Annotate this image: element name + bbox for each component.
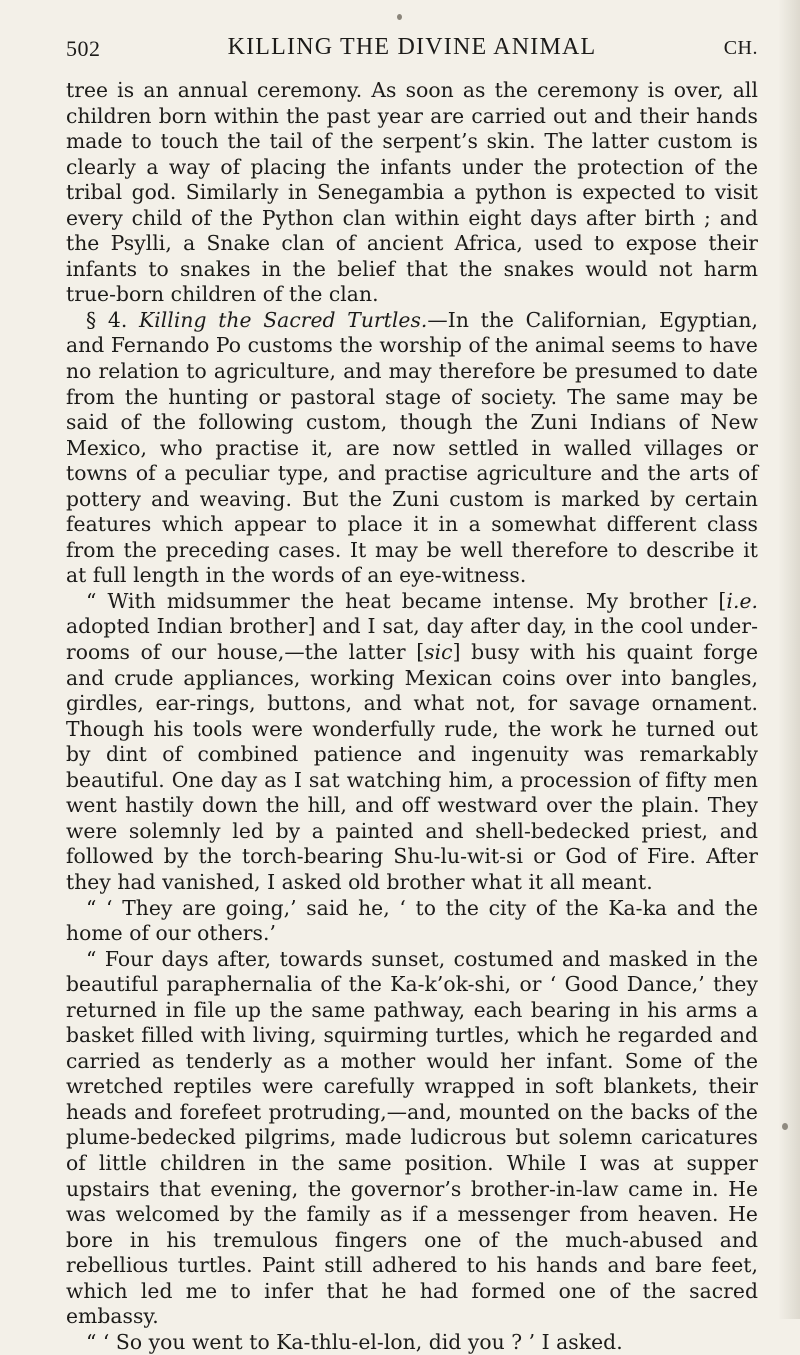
margin-speck xyxy=(782,1123,788,1130)
body-text xyxy=(66,78,758,1355)
print-speck xyxy=(397,14,402,20)
running-header xyxy=(66,34,758,78)
paragraph-continued: tree is an annual ceremony. As soon as the ceremony is over, all children born within the past year are carried out and their hands made to touch the tail of the serpent’s skin. The latter custom is clearly a way of placing the infants under the protection of the tribal god. Similarly in Senegambia a python is expected to visit every child of the Python clan within eight days after birth ; and the Psylli, a Snake clan of ancient Africa, used to expose their infants to snakes in the belief that the snakes would not harm true-born children of the clan. xyxy=(66,78,758,307)
book-page xyxy=(66,34,758,1355)
section-number: § 4. xyxy=(86,307,128,332)
section-paragraph xyxy=(66,308,758,589)
chapter-mark: CH. xyxy=(723,37,758,59)
quotation-text-b: adopted Indian brother] and I sat, day after day, in the cool under-rooms of our house,—the latter [ xyxy=(66,614,758,665)
quotation-text-a: “ With midsummer the heat became intense. My brother [ xyxy=(86,588,727,613)
quotation-paragraph: “ ‘ They are going,’ said he, ‘ to the city of the Ka-ka and the home of our others.’ xyxy=(66,895,758,946)
ie-abbreviation: i.e. xyxy=(726,588,758,613)
quotation-paragraph xyxy=(66,589,758,896)
section-title: Killing the Sacred Turtles. xyxy=(139,307,428,332)
page-number: 502 xyxy=(66,36,101,61)
page-edge-shadow xyxy=(778,0,800,1319)
quotation-paragraph: “ Four days after, towards sunset, costumed and masked in the beautiful paraphernalia of the Ka-k’ok-shi, or ‘ Good Dance,’ they returned in file up the same pathway, each bearing in his arms a basket filled with living, squirming turtles, which he regarded and carried as tenderly as a mother would her infant. Some of the wretched reptiles were carefully wrapped in soft blankets, their heads and forefeet protruding,—and, mounted on the backs of the plume-bedecked pilgrims, made ludicrous but solemn caricatures of little children in the same position. While I was at supper upstairs that evening, the governor’s brother-in-law came in. He was welcomed by the family as if a messenger from heaven. He bore in his tremulous fingers one of the much-abused and rebellious turtles. Paint still adhered to his hands and bare feet, which led me to infer that he had formed one of the sacred embassy. xyxy=(66,946,758,1329)
quotation-text-c: ] busy with his quaint forge and crude appliances, working Mexican coins over into bangles, girdles, ear-rings, buttons, and what not, for savage ornament. Though his tools were wonderfully rude, the work he turned out by dint of combined patience and ingenuity was remarkably beautiful. One day as I sat watching him, a procession of fifty men went hastily down the hill, and off westward over the plain. They were solemnly led by a painted and shell-bedecked priest, and followed by the torch-bearing Shu-lu-wit-si or God of Fire. After they had vanished, I asked old brother what it all meant. xyxy=(66,640,758,894)
quotation-paragraph: “ ‘ So you went to Ka-thlu-el-lon, did you ? ’ I asked. xyxy=(86,1329,623,1354)
sic-note: sic xyxy=(424,640,453,665)
running-title: KILLING THE DIVINE ANIMAL xyxy=(227,34,597,60)
section-paragraph-text: —In the Californian, Egyptian, and Fernando Po customs the worship of the animal seems to have no relation to agriculture, and may therefore be presumed to date from the hunting or pastoral stage of society. The same may be said of the following custom, though the Zuni Indians of New Mexico, who practise it, are now settled in walled villages or towns of a peculiar type, and practise agriculture and the arts of pottery and weaving. But the Zuni custom is marked by certain features which appear to place it in a somewhat different class from the preceding cases. It may be well therefore to describe it at full length in the words of an eye-witness. xyxy=(66,307,758,588)
